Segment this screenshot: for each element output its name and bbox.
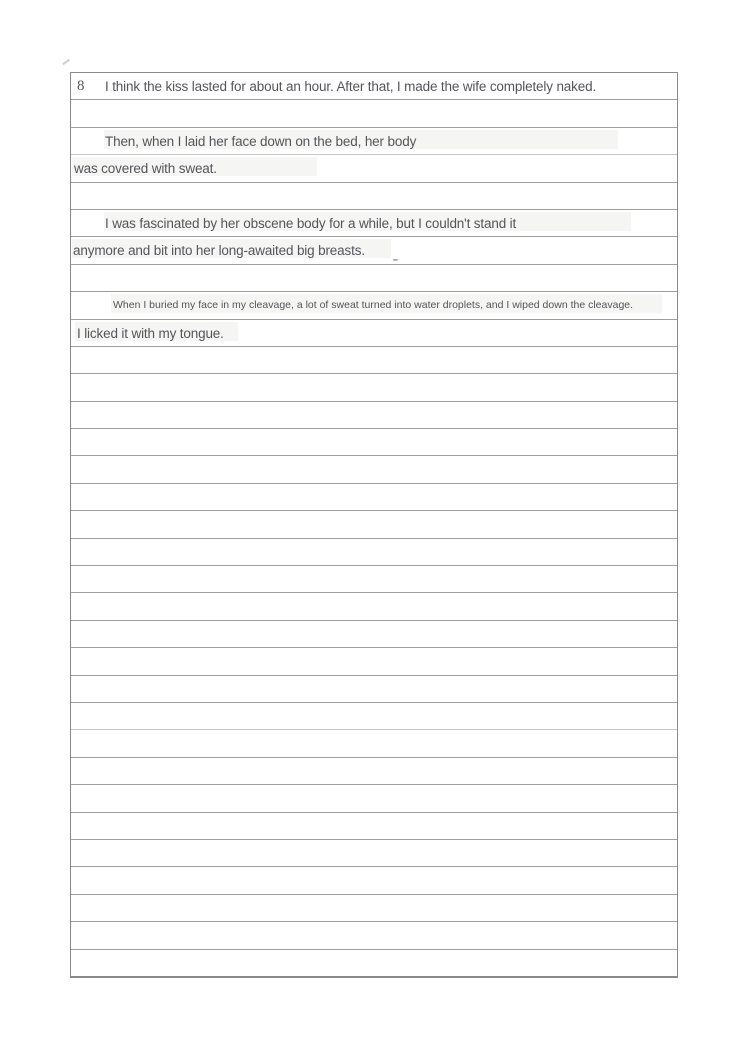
table-row — [71, 566, 677, 593]
table-row — [71, 183, 677, 210]
table-row — [71, 840, 677, 867]
translation-sheet — [70, 72, 678, 978]
row-number: 8 — [77, 78, 85, 94]
row-text: I think the kiss lasted for about an hour. After that, I made the wife completely naked. — [105, 79, 597, 94]
row-text: anymore and bit into her long-awaited big breasts. — [73, 243, 365, 259]
table-row — [71, 621, 677, 648]
table-row — [71, 676, 677, 703]
table-row — [71, 950, 677, 976]
table-row — [71, 484, 677, 511]
table-row — [71, 867, 677, 894]
row-text: I licked it with my tongue. — [77, 325, 224, 341]
table-row — [71, 813, 677, 840]
table-row — [71, 320, 677, 347]
table-row — [71, 895, 677, 922]
table-row — [71, 758, 677, 785]
table-row — [71, 539, 677, 566]
table-row — [71, 730, 677, 757]
table-row — [71, 292, 677, 319]
row-text: Then, when I laid her face down on the bed, her body — [105, 133, 417, 149]
table-row — [71, 703, 677, 730]
table-row — [71, 210, 677, 237]
table-row — [71, 402, 677, 429]
table-row — [71, 237, 677, 264]
row-text: I was fascinated by her obscene body for a while, but I couldn't stand it — [105, 215, 517, 231]
table-row — [71, 456, 677, 483]
table-row — [71, 265, 677, 292]
table-row — [71, 347, 677, 374]
table-row — [71, 785, 677, 812]
table-row — [71, 648, 677, 675]
table-row — [71, 593, 677, 620]
table-row — [71, 374, 677, 401]
row-text: When I buried my face in my cleavage, a lot of sweat turned into water droplets, and I wiped down the cleavage. — [113, 299, 634, 312]
table-row — [71, 922, 677, 949]
table-row — [71, 100, 677, 127]
table-row — [71, 429, 677, 456]
table-row — [71, 155, 677, 182]
scan-artifact — [62, 59, 69, 65]
row-text: was covered with sweat. — [74, 161, 217, 177]
table-row — [71, 128, 677, 155]
table-row — [71, 73, 677, 100]
table-row — [71, 511, 677, 538]
